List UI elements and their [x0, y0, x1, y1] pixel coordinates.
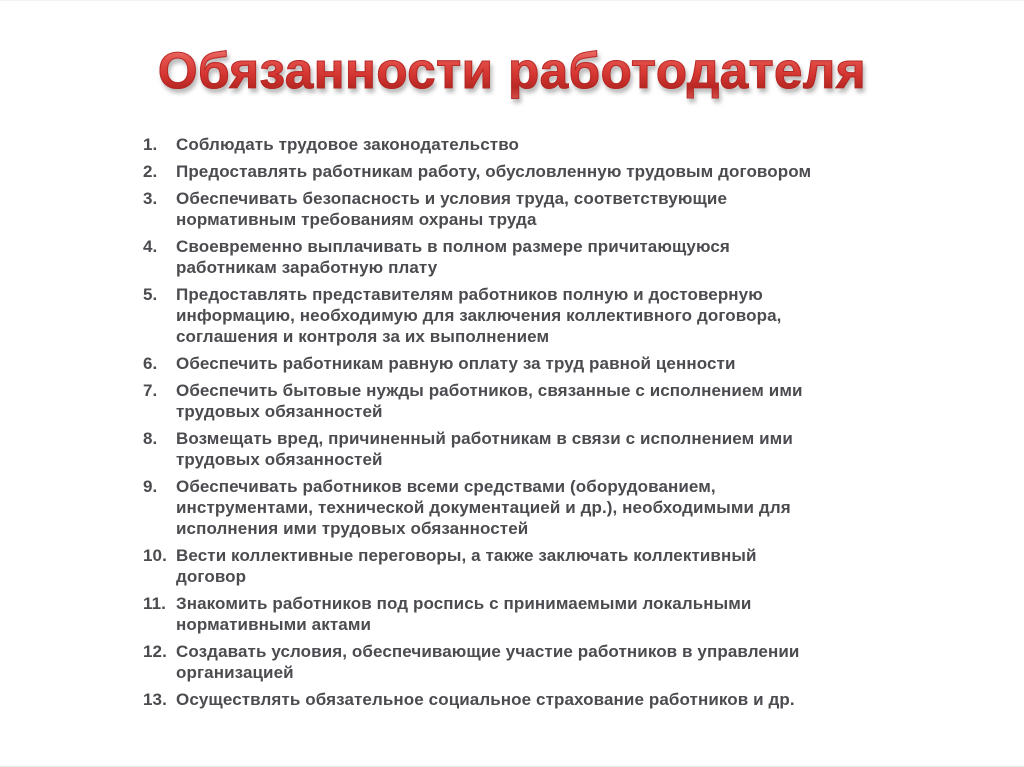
list-item: [143, 134, 833, 155]
item-number: 13.: [143, 690, 167, 709]
item-number: 10.: [143, 546, 167, 565]
slide-title: Обязанности работодателя: [157, 42, 867, 99]
item-number: 6.: [143, 354, 158, 373]
list-item: [143, 593, 833, 635]
item-text: Обеспечивать безопасность и условия труда, соответствующие нормативным требованиям охраны труда: [176, 189, 728, 229]
item-text: Вести коллективные переговоры, а также заключать коллективный договор: [176, 546, 757, 586]
item-number: 2.: [143, 162, 158, 181]
item-text: Знакомить работников под роспись с принимаемыми локальными нормативными актами: [176, 594, 752, 634]
item-number: 9.: [143, 477, 158, 496]
item-text: Предоставлять представителям работников полную и достоверную информацию, необходимую для заключения коллективного договора, соглашения и контроля за их выполнением: [176, 285, 782, 346]
item-text: Обеспечить работникам равную оплату за труд равной ценности: [176, 354, 736, 373]
item-text: Своевременно выплачивать в полном размере причитающуюся работникам заработную плату: [176, 237, 730, 277]
item-number: 7.: [143, 381, 158, 400]
item-text: Создавать условия, обеспечивающие участие работников в управлении организацией: [176, 642, 800, 682]
list-item: [143, 641, 833, 683]
item-number: 5.: [143, 285, 158, 304]
item-text: Осуществлять обязательное социальное страхование работников и др.: [176, 690, 795, 709]
list-item: [143, 380, 833, 422]
item-number: 11.: [143, 594, 166, 613]
item-number: 12.: [143, 642, 167, 661]
list-item: [143, 188, 833, 230]
list-item: [143, 428, 833, 470]
list-item: [143, 236, 833, 278]
list-item: [143, 689, 833, 710]
item-number: 1.: [143, 135, 158, 154]
item-text: Соблюдать трудовое законодательство: [176, 135, 520, 154]
item-number: 4.: [143, 237, 158, 256]
list-item: [143, 284, 833, 347]
list-item: [143, 476, 833, 539]
item-text: Возмещать вред, причиненный работникам в связи с исполнением ими трудовых обязанностей: [176, 429, 793, 469]
item-text: Обеспечивать работников всеми средствами (оборудованием, инструментами, технической документацией и др.), необходимыми для исполнения ими трудовых обязанностей: [176, 477, 791, 538]
obligations-list: [143, 134, 833, 710]
item-number: 8.: [143, 429, 158, 448]
list-item: [143, 161, 833, 182]
list-item: [143, 353, 833, 374]
list-item: [143, 545, 833, 587]
item-number: 3.: [143, 189, 158, 208]
item-text: Предоставлять работникам работу, обусловленную трудовым договором: [176, 162, 812, 181]
item-text: Обеспечить бытовые нужды работников, связанные с исполнением ими трудовых обязанностей: [176, 381, 803, 421]
